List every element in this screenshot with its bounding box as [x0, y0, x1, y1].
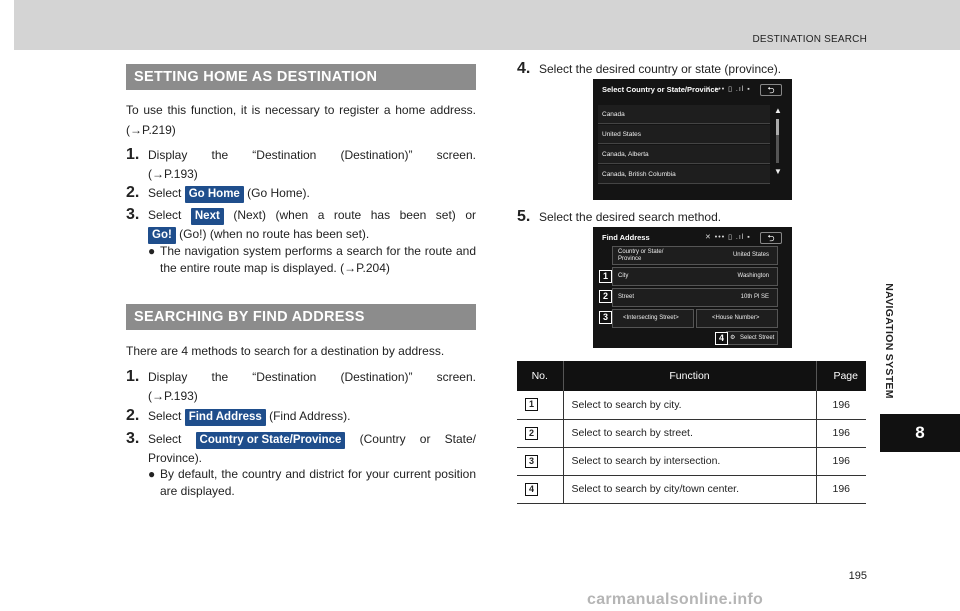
- callout-3: 3: [599, 311, 612, 324]
- go-home-button: Go Home: [185, 186, 244, 203]
- table-row: [517, 475, 866, 503]
- find-address-button: Find Address: [185, 409, 266, 426]
- table-row: [517, 447, 866, 475]
- section-title-home: SETTING HOME AS DESTINATION: [126, 64, 476, 90]
- step-2-find: 2. Select Find Address (Find Address).: [126, 407, 351, 424]
- row-number: 1: [525, 398, 538, 411]
- list-item[interactable]: Canada: [598, 105, 770, 124]
- bullet-home: ● The navigation system performs a search for the route and the entire route map is displayed. (→P.204): [148, 244, 476, 275]
- side-tab-label: NAVIGATION SYSTEM: [883, 282, 895, 399]
- row-function: Select to search by city/town center.: [563, 475, 816, 503]
- step-2-home: 2. Select Go Home (Go Home).: [126, 184, 310, 201]
- row-number: 2: [525, 427, 538, 440]
- row-page: 196: [816, 391, 866, 419]
- screen-title: Find Address: [602, 233, 650, 242]
- chapter-number: 8: [880, 414, 960, 452]
- table-header-row: [517, 361, 866, 391]
- page-number: 195: [848, 570, 867, 582]
- row-page: 196: [816, 447, 866, 475]
- house-number-button[interactable]: <House Number>: [696, 309, 778, 328]
- street-row[interactable]: Street 10th Pl SE: [612, 288, 778, 307]
- screen-find-address: [593, 227, 792, 348]
- status-icons: ✕ ••• ▯ .ıl ▪: [705, 234, 751, 241]
- row-number: 3: [525, 455, 538, 468]
- intersecting-street-button[interactable]: <Intersecting Street>: [612, 309, 694, 328]
- screen-select-country: [593, 79, 792, 200]
- function-table: [517, 361, 866, 504]
- callout-4: 4: [715, 332, 728, 345]
- step-4: 4. Select the desired country or state (province).: [517, 60, 782, 77]
- step-3-home: 3. Select Next (Next) (when a route has been set) or Go! (Go!) (when no route has been set).: [126, 205, 476, 244]
- callout-1: 1: [599, 270, 612, 283]
- section-intro-home: To use this function, it is necessary to register a home address. (→P.219): [126, 103, 476, 137]
- header-page: Page: [816, 361, 866, 391]
- go-button: Go!: [148, 227, 176, 244]
- country-state-button: Country or State/Province: [196, 432, 346, 449]
- list-item[interactable]: Canada, Alberta: [598, 145, 770, 164]
- city-row[interactable]: City Washington: [612, 267, 778, 286]
- row-page: 196: [816, 419, 866, 447]
- row-function: Select to search by street.: [563, 419, 816, 447]
- step-5: 5. Select the desired search method.: [517, 208, 722, 225]
- country-state-row[interactable]: Country or State/ Province United States: [612, 246, 778, 265]
- next-button: Next: [191, 208, 224, 225]
- header-title: DESTINATION SEARCH: [752, 34, 867, 45]
- screen-title: Select Country or State/Province: [602, 85, 719, 94]
- status-icons: ✕ ••• ▯ .ıl ▪: [705, 86, 751, 93]
- scrollbar-thumb[interactable]: [776, 119, 779, 135]
- table-row: [517, 419, 866, 447]
- section-intro-find-address: There are 4 methods to search for a destination by address.: [126, 344, 445, 358]
- callout-2: 2: [599, 290, 612, 303]
- list-item[interactable]: Canada, British Columbia: [598, 165, 770, 184]
- header-no: No.: [517, 361, 563, 391]
- step-1-find: 1. Display the “Destination (Destination)” screen. (→P.193): [126, 368, 476, 403]
- row-function: Select to search by intersection.: [563, 447, 816, 475]
- list-item[interactable]: United States: [598, 125, 770, 144]
- row-function: Select to search by city.: [563, 391, 816, 419]
- bullet-find: ● By default, the country and district for your current position are displayed.: [148, 467, 476, 498]
- scroll-up-icon[interactable]: ▲: [774, 106, 782, 115]
- watermark: carmanualsonline.info: [587, 591, 764, 608]
- step-3-find: 3. Select Country or State/Province (Country or State/ Province).: [126, 430, 476, 465]
- section-title-find-address: SEARCHING BY FIND ADDRESS: [126, 304, 476, 330]
- header-function: Function: [563, 361, 816, 391]
- step-1-home: 1. Display the “Destination (Destination)” screen. (→P.193): [126, 146, 476, 181]
- back-icon[interactable]: ⮌: [760, 84, 782, 96]
- select-street-button[interactable]: ⚙ Select Street: [726, 331, 778, 345]
- gear-icon: ⚙: [730, 335, 736, 341]
- table-row: [517, 391, 866, 419]
- row-page: 196: [816, 475, 866, 503]
- back-icon[interactable]: ⮌: [760, 232, 782, 244]
- row-number: 4: [525, 483, 538, 496]
- scroll-down-icon[interactable]: ▼: [774, 167, 782, 176]
